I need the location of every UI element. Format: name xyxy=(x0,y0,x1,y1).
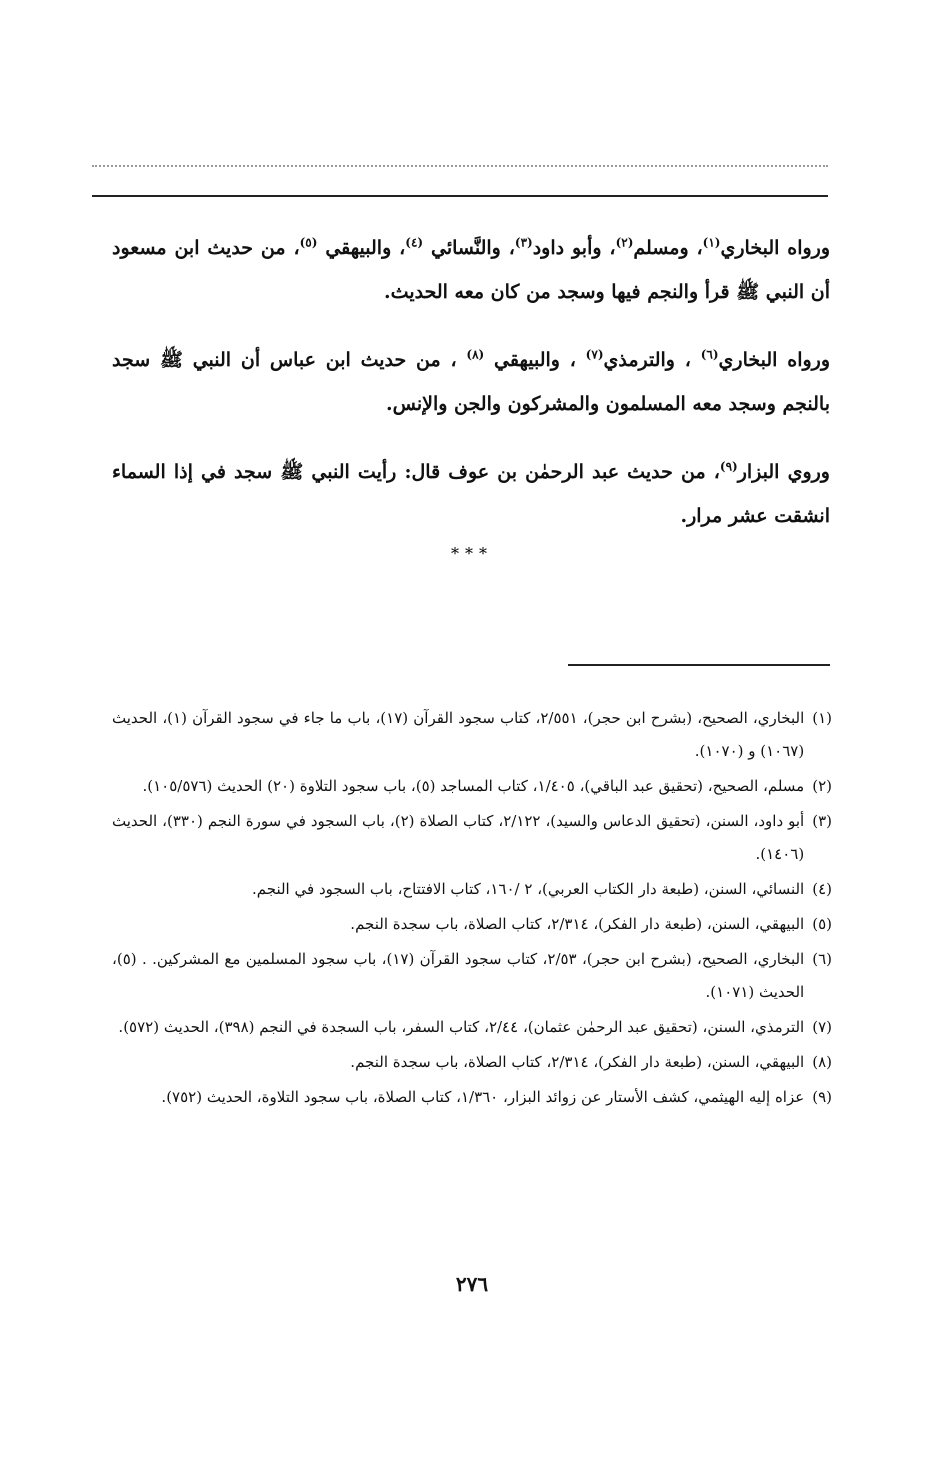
text-run: ، والبيهقي xyxy=(484,349,586,371)
footnote-7 xyxy=(112,1011,832,1044)
footnote-ref-9: (٩) xyxy=(719,459,738,474)
footnote-1 xyxy=(112,702,832,768)
dotted-separator xyxy=(92,165,828,167)
paragraph-3 xyxy=(112,450,830,538)
footnote-ref-7: (٧) xyxy=(585,347,604,362)
section-stars: *** xyxy=(451,544,493,563)
footnote-text: مسلم، الصحيح، (تحقيق عبد الباقي)، ١/٤٠٥، كتاب المساجد (٥)، باب سجود التلاوة (٢٠) الحديث (١٠٥/٥٧٦). xyxy=(142,777,805,795)
footnote-number: (٦) xyxy=(812,950,832,968)
footnote-text: البخاري، الصحيح، (بشرح ابن حجر)، ٢/٥٣، كتاب سجود القرآن (١٧)، باب سجود المسلمين مع المشركين. . (٥)، الحديث (١٠٧١). xyxy=(112,950,805,1001)
text-run: ورواه البخاري xyxy=(720,237,831,259)
footnote-ref-6: (٦) xyxy=(700,347,719,362)
footnote-number: (٧) xyxy=(812,1018,832,1036)
paragraph-1 xyxy=(112,226,830,314)
footnote-text: النسائي، السنن، (طبعة دار الكتاب العربي)، ٢ /١٦٠، كتاب الافتتاح، باب السجود في النجم. xyxy=(252,880,805,898)
footnote-6 xyxy=(112,943,832,1009)
footnote-number: (٨) xyxy=(812,1053,832,1071)
text-run: وروي البزار xyxy=(737,461,830,483)
footnote-ref-5: (٥) xyxy=(299,235,318,250)
text-run: ، والنَّسائي xyxy=(423,237,515,259)
footnotes xyxy=(112,702,832,1114)
footnote-ref-8: (٨) xyxy=(466,347,485,362)
footnote-text: عزاه إليه الهيثمي، كشف الأستار عن زوائد البزار، ١/٣٦٠، كتاب الصلاة، باب سجود التلاوة، الحديث (٧٥٢). xyxy=(161,1088,805,1106)
footnote-number: (٥) xyxy=(812,915,832,933)
footnote-number: (٤) xyxy=(812,880,832,898)
footnote-3 xyxy=(112,805,832,871)
paragraph-2 xyxy=(112,338,830,426)
footnote-4 xyxy=(112,873,832,906)
text-run: ورواه البخاري xyxy=(718,349,831,371)
footnote-ref-4: (٤) xyxy=(405,235,424,250)
footnote-9 xyxy=(112,1081,832,1114)
footnote-8 xyxy=(112,1046,832,1079)
text-run: ، وأبو داود xyxy=(532,237,616,259)
page-number: ٢٧٦ xyxy=(455,1272,489,1296)
footnote-ref-3: (٣) xyxy=(514,235,533,250)
footnote-number: (٢) xyxy=(812,777,832,795)
footnote-number: (١) xyxy=(812,709,832,727)
text-run: ، من حديث عبد الرحمٰن بن عوف قال: رأيت النبي ﷺ سجد في إذا السماء انشقت عشر مرار. xyxy=(112,461,830,527)
footnote-text: البيهقي، السنن، (طبعة دار الفكر)، ٢/٣١٤، كتاب الصلاة، باب سجدة النجم. xyxy=(350,915,805,933)
footnote-text: البيهقي، السنن، (طبعة دار الفكر)، ٢/٣١٤، كتاب الصلاة، باب سجدة النجم. xyxy=(350,1053,805,1071)
footnote-ref-1: (١) xyxy=(702,235,721,250)
text-run: ، من حديث ابن مسعود أن النبي ﷺ قرأ والنجم فيها وسجد من كان معه الحديث. xyxy=(112,237,830,303)
text-run: ، ومسلم xyxy=(633,237,703,259)
footnote-2 xyxy=(112,770,832,803)
header-rule xyxy=(92,195,828,197)
footnote-text: الترمذي، السنن، (تحقيق عبد الرحمٰن عثمان)، ٢/٤٤، كتاب السفر، باب السجدة في النجم (٣٩٨)، الحديث (٥٧٢). xyxy=(118,1018,805,1036)
text-run: ، من حديث ابن عباس أن النبي ﷺ سجد بالنجم وسجد معه المسلمون والمشركون والجن والإنس. xyxy=(112,349,830,415)
footnote-text: البخاري، الصحيح، (بشرح ابن حجر)، ٢/٥٥١، كتاب سجود القرآن (١٧)، باب ما جاء في سجود القرآن (١)، الحديث (١٠٦٧) و (١٠٧٠). xyxy=(112,709,805,760)
footnote-rule xyxy=(568,664,830,666)
text-run: ، والترمذي xyxy=(603,349,701,371)
main-text xyxy=(112,226,830,562)
footnote-ref-2: (٢) xyxy=(615,235,634,250)
footnote-text: أبو داود، السنن، (تحقيق الدعاس والسيد)، ٢/١٢٢، كتاب الصلاة (٢)، باب السجود في سورة النجم (٣٣٠)، الحديث (١٤٠٦). xyxy=(112,812,805,863)
footnote-number: (٩) xyxy=(812,1088,832,1106)
footnote-5 xyxy=(112,908,832,941)
footnote-number: (٣) xyxy=(812,812,832,830)
text-run: ، والبيهقي xyxy=(317,237,406,259)
